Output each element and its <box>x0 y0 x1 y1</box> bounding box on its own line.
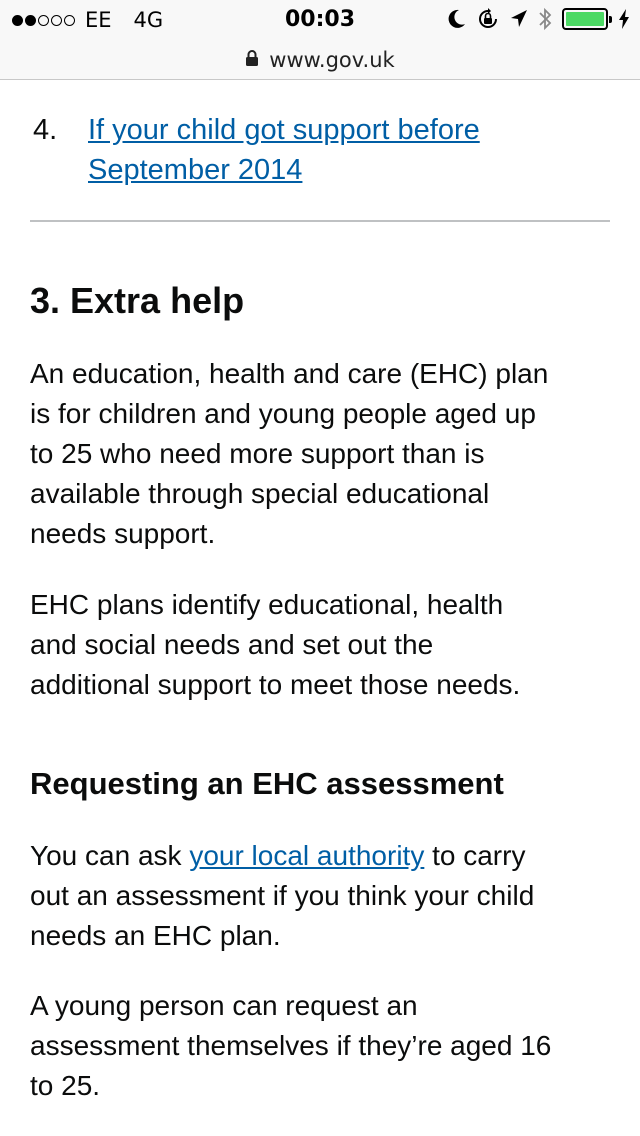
bluetooth-icon <box>538 7 552 31</box>
text-fragment: You can ask <box>30 840 190 871</box>
text-line: assessment themselves if they’re aged 16 <box>30 1030 552 1061</box>
moon-icon <box>446 8 466 30</box>
text-line: needs support. <box>30 518 216 549</box>
link-line: If your child got support before <box>88 114 480 146</box>
text-line: and social needs and set out the <box>30 629 434 660</box>
status-right <box>446 7 630 31</box>
text-line: out an assessment if you think your child <box>30 880 535 911</box>
list-number: 4. <box>33 114 58 146</box>
local-authority-link[interactable]: your local authority <box>189 840 425 871</box>
divider <box>30 220 610 222</box>
subheading: Requesting an EHC assessment <box>30 766 504 801</box>
paragraph-young-person <box>30 986 610 1106</box>
charging-bolt-icon <box>618 9 630 29</box>
text-line: needs an EHC plan. <box>30 920 281 951</box>
text-line: to 25. <box>30 1070 101 1101</box>
paragraph-ehc-plans <box>30 585 610 705</box>
link-line: September 2014 <box>88 154 303 186</box>
text-line: A young person can request an <box>30 990 418 1021</box>
paragraph-request-assessment <box>30 836 610 956</box>
carrier-name: EE <box>85 8 112 32</box>
text-line: An education, health and care (EHC) plan <box>30 358 549 389</box>
orientation-lock-icon <box>476 7 500 31</box>
lock-icon <box>245 48 259 72</box>
address-bar[interactable] <box>0 40 640 80</box>
text-fragment: to carry <box>424 840 526 871</box>
text-line: is for children and young people aged up <box>30 398 536 429</box>
battery-icon <box>562 8 608 30</box>
status-bar <box>0 0 640 40</box>
paragraph-ehc-intro <box>30 354 610 554</box>
text-line: EHC plans identify educational, health <box>30 589 504 620</box>
support-before-2014-link[interactable] <box>88 110 588 190</box>
section-heading: 3. Extra help <box>30 280 245 321</box>
battery-level <box>566 12 604 26</box>
text-line: additional support to meet those needs. <box>30 669 521 700</box>
location-arrow-icon <box>510 9 528 29</box>
status-time: 00:03 <box>284 7 356 32</box>
text-line: available through special educational <box>30 478 490 509</box>
text-line: to 25 who need more support than is <box>30 438 485 469</box>
url-text: www.gov.uk <box>269 47 395 72</box>
network-type: 4G <box>133 8 164 32</box>
